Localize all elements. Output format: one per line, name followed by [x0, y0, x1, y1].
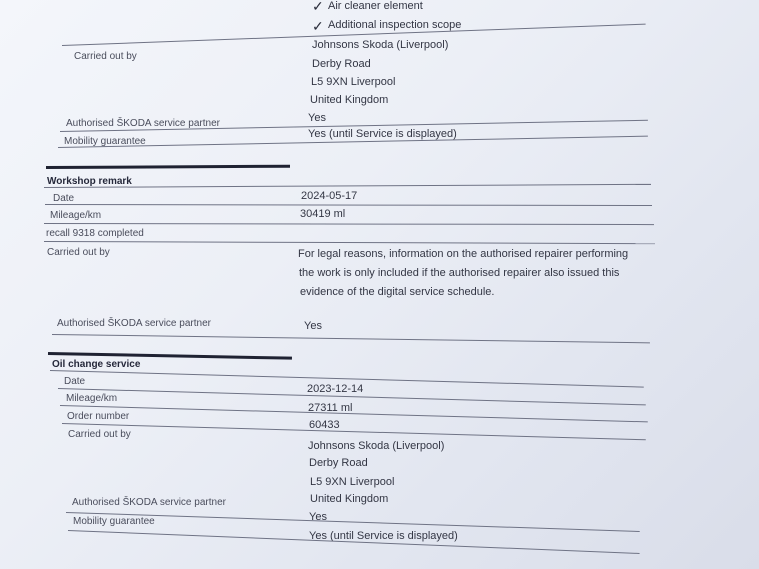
service-item: Additional inspection scope: [328, 19, 462, 31]
date-label: Date: [53, 193, 75, 204]
partner-value: Yes: [304, 320, 322, 332]
order-number-value: 60433: [309, 419, 340, 431]
divider: [45, 204, 652, 206]
section-title: Workshop remark: [47, 176, 132, 187]
mobility-label: Mobility guarantee: [64, 136, 146, 147]
date-label: Date: [64, 376, 86, 387]
address-line: L5 9XN Liverpool: [310, 476, 395, 488]
mileage-value: 30419 ml: [300, 208, 346, 220]
recall-text: recall 9318 completed: [46, 228, 144, 239]
divider: [60, 405, 648, 422]
address-line: L5 9XN Liverpool: [311, 76, 396, 88]
order-number-label: Order number: [67, 411, 130, 422]
address-line: United Kingdom: [310, 94, 389, 106]
service-item: Air cleaner element: [328, 0, 423, 12]
partner-value: Yes: [309, 511, 327, 523]
checkmark-icon: ✓: [312, 18, 324, 34]
address-line: Johnsons Skoda (Liverpool): [312, 39, 449, 51]
divider: [62, 423, 646, 440]
mobility-label: Mobility guarantee: [73, 516, 155, 527]
divider: [44, 241, 655, 244]
date-value: 2023-12-14: [307, 383, 364, 395]
mileage-value: 27311 ml: [308, 402, 353, 414]
divider: [44, 223, 654, 225]
mileage-label: Mileage/km: [66, 393, 118, 404]
address-line: Johnsons Skoda (Liverpool): [308, 440, 445, 452]
mileage-label: Mileage/km: [50, 210, 102, 221]
carried-out-by-label: Carried out by: [68, 429, 131, 440]
address-line: United Kingdom: [310, 493, 389, 505]
date-value: 2024-05-17: [301, 190, 358, 202]
carried-out-by-label: Carried out by: [47, 247, 110, 258]
partner-value: Yes: [308, 112, 326, 124]
legal-notice-line: the work is only included if the authorised repairer also issued this: [299, 267, 620, 279]
partner-label: Authorised ŠKODA service partner: [66, 118, 220, 129]
section-title: Oil change service: [52, 359, 141, 370]
address-line: Derby Road: [312, 58, 371, 70]
divider: [44, 184, 651, 188]
carried-out-by-label: Carried out by: [74, 51, 137, 62]
partner-label: Authorised ŠKODA service partner: [57, 318, 211, 329]
checkmark-icon: ✓: [312, 0, 324, 14]
mobility-value: Yes (until Service is displayed): [308, 128, 457, 140]
divider: [52, 334, 650, 343]
legal-notice-line: For legal reasons, information on the authorised repairer performing: [298, 248, 629, 260]
legal-notice-line: evidence of the digital service schedule.: [300, 286, 495, 298]
partner-label: Authorised ŠKODA service partner: [72, 497, 226, 508]
section-bar: [46, 165, 290, 169]
mobility-value: Yes (until Service is displayed): [309, 530, 458, 542]
address-line: Derby Road: [309, 457, 368, 469]
